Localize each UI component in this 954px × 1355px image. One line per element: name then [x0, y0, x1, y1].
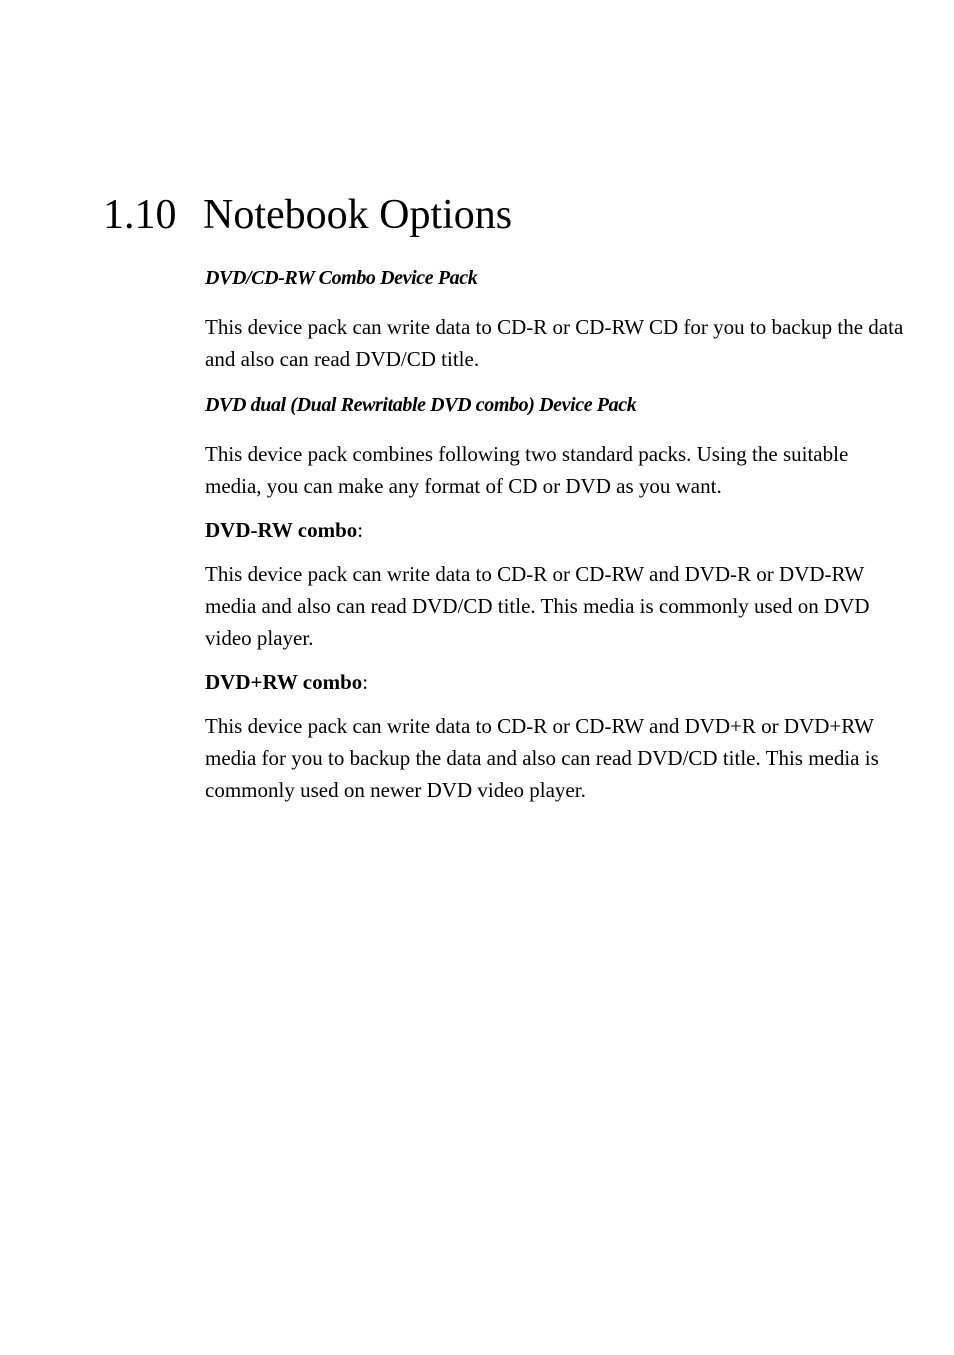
- section-number: 1.10: [103, 192, 177, 238]
- dvd-minus-rw-paragraph: This device pack can write data to CD-R or CD-RW and DVD-R or DVD-RW media and also can read DVD/CD title. This media is commonly used on DVD video player.: [205, 562, 870, 650]
- dvd-plus-rw-label-colon: :: [362, 670, 369, 694]
- section-title-text: Notebook Options: [203, 192, 513, 238]
- dvd-minus-rw-label-colon: :: [357, 518, 364, 542]
- combo-heading: DVD/CD-RW Combo Device Pack: [205, 267, 478, 289]
- section-title: [103, 188, 512, 242]
- dual-paragraph: This device pack combines following two standard packs. Using the suitable media, you can make any format of CD or DVD as you want.: [205, 442, 849, 498]
- combo-paragraph: This device pack can write data to CD-R or CD-RW CD for you to backup the data and also can read DVD/CD title.: [205, 315, 904, 371]
- dual-heading: DVD dual (Dual Rewritable DVD combo) Device Pack: [205, 394, 637, 416]
- section-body: [205, 262, 910, 823]
- dvd-minus-rw-label: [205, 514, 910, 546]
- dvd-minus-rw-label-text: DVD-RW combo: [205, 518, 358, 542]
- dvd-plus-rw-label: [205, 666, 910, 698]
- dvd-plus-rw-label-text: DVD+RW combo: [205, 670, 363, 694]
- dvd-plus-rw-paragraph: This device pack can write data to CD-R or CD-RW and DVD+R or DVD+RW media for you to backup the data and also can read DVD/CD title. This media is commonly used on newer DVD video player.: [205, 714, 879, 802]
